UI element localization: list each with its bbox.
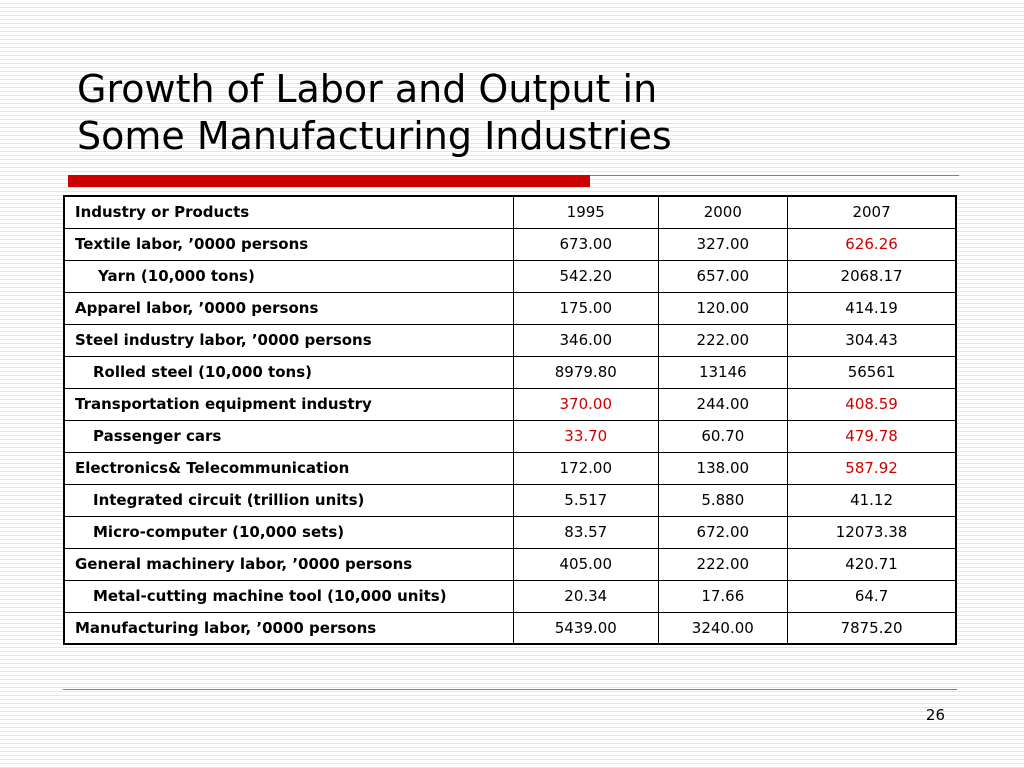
- table-row: [64, 612, 956, 644]
- value-cell: 2068.17: [788, 260, 956, 292]
- table-row: [64, 452, 956, 484]
- value-cell: 5439.00: [514, 612, 658, 644]
- value-cell: 7875.20: [788, 612, 956, 644]
- value-cell: 41.12: [788, 484, 956, 516]
- value-cell: 405.00: [514, 548, 658, 580]
- title-accent-bar: [68, 175, 590, 187]
- row-label-cell: Manufacturing labor, ’0000 persons: [64, 612, 514, 644]
- value-cell: 222.00: [658, 548, 788, 580]
- value-cell: 64.7: [788, 580, 956, 612]
- row-label-cell: Yarn (10,000 tons): [64, 260, 514, 292]
- slide-title-line-2: Some Manufacturing Industries: [77, 114, 672, 158]
- row-label-cell: Metal-cutting machine tool (10,000 units): [64, 580, 514, 612]
- value-cell: 542.20: [514, 260, 658, 292]
- value-cell: 626.26: [788, 228, 956, 260]
- value-cell: 17.66: [658, 580, 788, 612]
- value-cell: 13146: [658, 356, 788, 388]
- value-cell: 420.71: [788, 548, 956, 580]
- table-row: [64, 548, 956, 580]
- row-label-cell: Integrated circuit (trillion units): [64, 484, 514, 516]
- value-cell: 33.70: [514, 420, 658, 452]
- value-cell: 172.00: [514, 452, 658, 484]
- slide-title: [77, 66, 957, 160]
- row-label-cell: Steel industry labor, ’0000 persons: [64, 324, 514, 356]
- table-row: [64, 420, 956, 452]
- row-label-cell: Transportation equipment industry: [64, 388, 514, 420]
- row-label-cell: General machinery labor, ’0000 persons: [64, 548, 514, 580]
- value-cell: 60.70: [658, 420, 788, 452]
- table-row: [64, 580, 956, 612]
- table-row: [64, 228, 956, 260]
- value-cell: 673.00: [514, 228, 658, 260]
- table-body: [64, 196, 956, 644]
- value-cell: 5.517: [514, 484, 658, 516]
- industry-growth-table: [63, 195, 957, 645]
- value-cell: 175.00: [514, 292, 658, 324]
- header-cell-year-2007: 2007: [788, 196, 956, 228]
- value-cell: 370.00: [514, 388, 658, 420]
- row-label-cell: Micro-computer (10,000 sets): [64, 516, 514, 548]
- value-cell: 414.19: [788, 292, 956, 324]
- value-cell: 304.43: [788, 324, 956, 356]
- header-cell-label: Industry or Products: [64, 196, 514, 228]
- row-label-cell: Textile labor, ’0000 persons: [64, 228, 514, 260]
- table-row: [64, 292, 956, 324]
- value-cell: 8979.80: [514, 356, 658, 388]
- value-cell: 120.00: [658, 292, 788, 324]
- table-header-row: [64, 196, 956, 228]
- row-label-cell: Passenger cars: [64, 420, 514, 452]
- value-cell: 244.00: [658, 388, 788, 420]
- table-row: [64, 324, 956, 356]
- value-cell: 222.00: [658, 324, 788, 356]
- slide-title-line-1: Growth of Labor and Output in: [77, 67, 658, 111]
- value-cell: 408.59: [788, 388, 956, 420]
- value-cell: 20.34: [514, 580, 658, 612]
- table-row: [64, 484, 956, 516]
- value-cell: 672.00: [658, 516, 788, 548]
- title-divider-line: [590, 175, 959, 176]
- footer-divider-line: [63, 689, 957, 690]
- row-label-cell: Apparel labor, ’0000 persons: [64, 292, 514, 324]
- table-row: [64, 356, 956, 388]
- value-cell: 12073.38: [788, 516, 956, 548]
- header-cell-year-1995: 1995: [514, 196, 658, 228]
- table-row: [64, 388, 956, 420]
- value-cell: 83.57: [514, 516, 658, 548]
- value-cell: 327.00: [658, 228, 788, 260]
- table-row: [64, 516, 956, 548]
- value-cell: 56561: [788, 356, 956, 388]
- value-cell: 587.92: [788, 452, 956, 484]
- row-label-cell: Rolled steel (10,000 tons): [64, 356, 514, 388]
- value-cell: 346.00: [514, 324, 658, 356]
- row-label-cell: Electronics& Telecommunication: [64, 452, 514, 484]
- header-cell-year-2000: 2000: [658, 196, 788, 228]
- value-cell: 479.78: [788, 420, 956, 452]
- value-cell: 3240.00: [658, 612, 788, 644]
- page-number: 26: [925, 706, 945, 724]
- value-cell: 5.880: [658, 484, 788, 516]
- table-row: [64, 260, 956, 292]
- value-cell: 657.00: [658, 260, 788, 292]
- value-cell: 138.00: [658, 452, 788, 484]
